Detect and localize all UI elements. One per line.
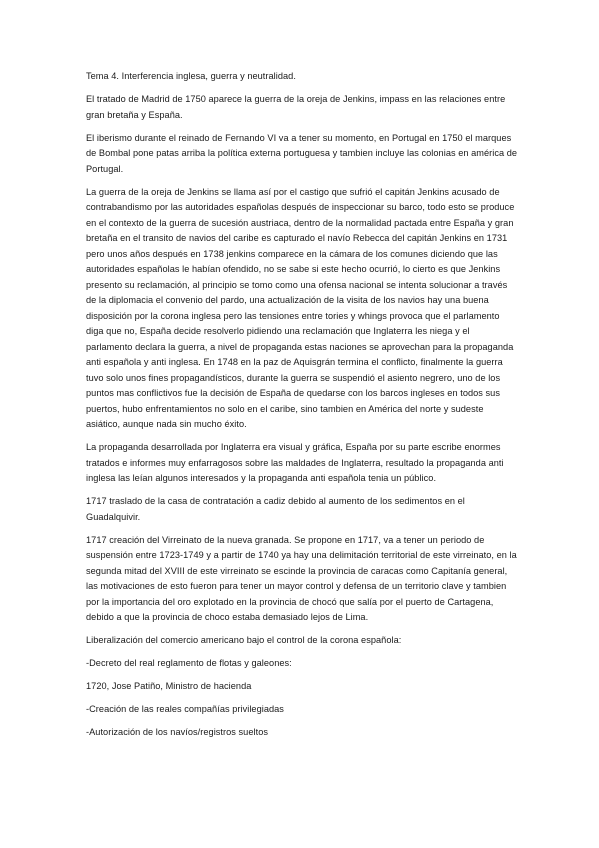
paragraph: El tratado de Madrid de 1750 aparece la guerra de la oreja de Jenkins, impass en las relaciones entre gran bretaña y España.	[86, 94, 506, 120]
paragraph: El iberismo durante el reinado de Fernando VI va a tener su momento, en Portugal en 1750 el marques de Bombal pone patas arriba la política externa portuguesa y tambien incluye las colonias en américa de Portugal.	[86, 132, 518, 174]
document-body	[86, 69, 518, 748]
paragraph: La propaganda desarrollada por Inglaterra era visual y gráfica, España por su parte escribe enormes tratados e informes muy enfarragosos sobre las maldades de Inglaterra, resultado la propaganda anti inglesa las leían algunos interesados y la propaganda anti española tenia un público.	[86, 442, 504, 483]
list-item: -Creación de las reales compañías privilegiadas	[86, 704, 284, 714]
paragraph: La guerra de la oreja de Jenkins se llama así por el castigo que sufrió el capitán Jenkins acusado de contrabandismo por las autoridades españolas después de inspeccionar su barco, todo esto se produce en el contexto de la guerra de sucesión austriaca, dentro de la normalidad pactada entre España y gran bretaña en el transito de navios del caribe es capturado el navío Rebecca del capitán Jenkins en 1731 pero unos años después en 1738 jenkins comparece en la cámara de los comunes diciendo que las autoridades españolas le habían ofendido, no se sabe si este hecho ocurrió, lo cierto es que Jenkins presento su reclamación, al principio se tomo como una ofensa nacional se intenta solucionar a través de la diplomacia el convenio del pardo, una actualización de la visita de los navios hay una buena disposición por la corona inglesa pero las tensiones entre tories y whings provoca que el parlamento diga que no, España decide resolverlo pidiendo una reclamación que Inglaterra les niega y el parlamento declara la guerra, a nivel de propaganda estas naciones se aprovechan para la propaganda anti española y anti inglesa. En 1748 en la paz de Aquisgrán termina el conflicto, finalmente la guerra tuvo solo unos fines propagandísticos, durante la guerra se suspendió el asiento negrero, uno de los puntos mas conflictivos fue la decisión de España de quedarse con los barcos ingleses en todos sus puertos, hubo enfrentamientos no solo en el caribe, sino tambien en América del norte y sudeste asiático, aunque nada sin mucho éxito.	[86, 186, 515, 429]
list-item: -Autorización de los navíos/registros sueltos	[86, 727, 269, 737]
paragraph: 1717 creación del Virreinato de la nueva granada. Se propone en 1717, va a tener un periodo de suspensión entre 1723-1749 y a partir de 1740 ya hay una delimitación territorial de este virreinato, en la segunda mitad del XVIII de este virreinato se escinde la provincia de caracas como Capitanía general, las motivaciones de esto fueron para tener un mayor control y defensa de un territorio clave y tambien por la importancia del oro explotado en la provincia de chocó que salía por el puerto de Cartagena, debido a que la provincia de choco estaba demasiado lejos de Lima.	[86, 534, 517, 622]
paragraph: Liberalización del comercio americano bajo el control de la corona española:	[86, 635, 402, 645]
document-title: Tema 4. Interferencia inglesa, guerra y neutralidad.	[86, 71, 296, 81]
paragraph: 1717 traslado de la casa de contratación a cadiz debido al aumento de los sedimentos en el Guadalquivir.	[86, 496, 465, 522]
paragraph: 1720, Jose Patiño, Ministro de hacienda	[86, 681, 252, 691]
list-item: -Decreto del real reglamento de flotas y galeones:	[86, 658, 292, 668]
